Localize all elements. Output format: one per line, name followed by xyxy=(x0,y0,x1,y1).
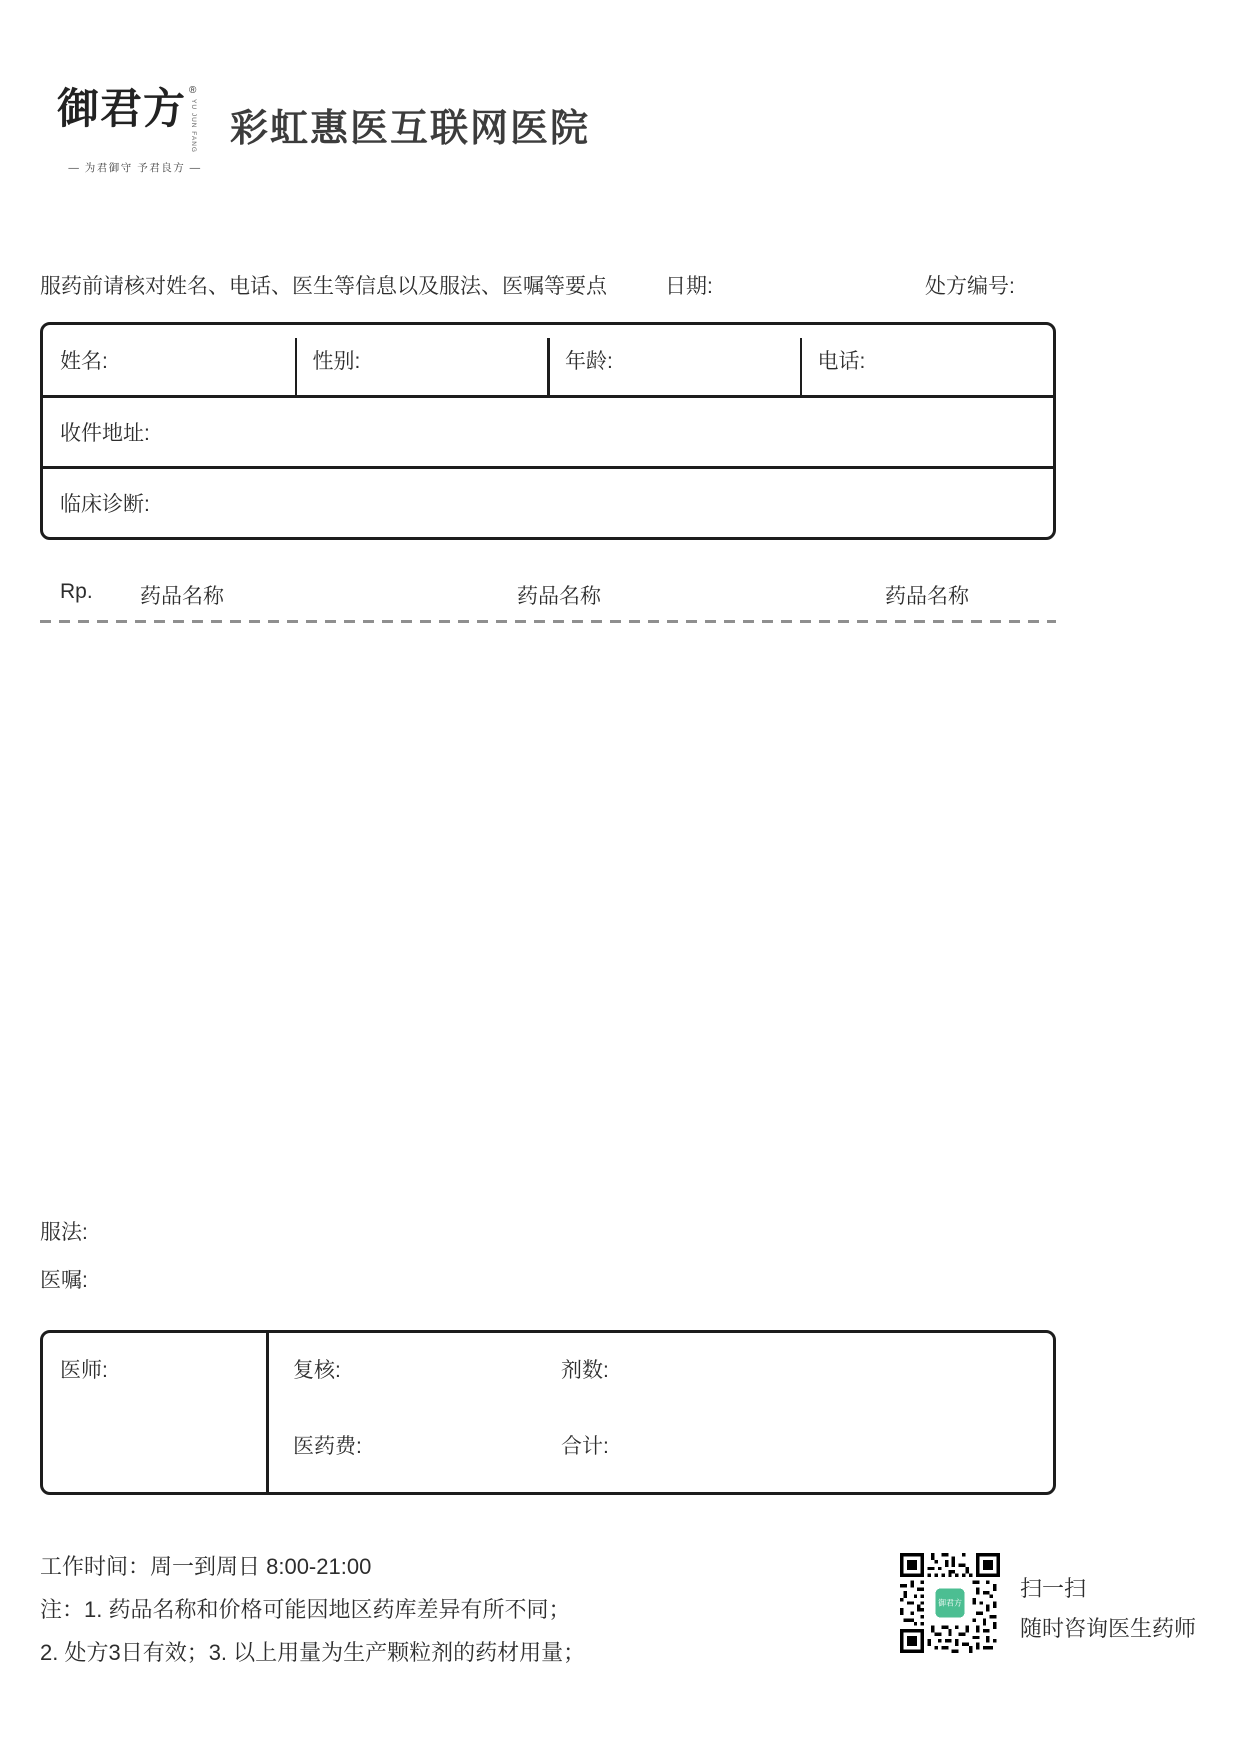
review-label: 复核: xyxy=(293,1359,341,1382)
qr-scan-hint: 扫一扫 xyxy=(1020,1576,1087,1601)
age-label: 年龄: xyxy=(565,350,613,373)
phone-field xyxy=(801,325,1054,395)
patient-info-box xyxy=(40,322,1056,540)
medicine-fee-label: 医药费: xyxy=(293,1435,362,1458)
address-label: 收件地址: xyxy=(60,422,150,445)
total-label: 合计: xyxy=(561,1435,609,1458)
name-label: 姓名: xyxy=(60,350,108,373)
drug-name-column-header: 药品名称 xyxy=(885,585,969,608)
doctor-label: 医师: xyxy=(60,1359,108,1382)
rp-header-row xyxy=(40,580,1056,608)
drug-name-column-header: 药品名称 xyxy=(517,585,601,608)
gender-field xyxy=(296,325,549,395)
prescription-number-label: 处方编号: xyxy=(925,275,1015,298)
brand-logo-pinyin: YU JUN FANG xyxy=(189,99,197,153)
patient-basic-row xyxy=(43,325,1053,398)
qr-badge-text: 御君方 xyxy=(938,1598,962,1608)
check-notice-text: 服药前请核对姓名、电话、医生等信息以及服法、医嘱等要点 xyxy=(40,275,607,298)
address-field xyxy=(43,398,1053,469)
qr-code xyxy=(900,1553,1000,1653)
gender-label: 性别: xyxy=(312,350,361,373)
brand-logo xyxy=(57,86,213,175)
qr-code-graphic xyxy=(900,1553,1000,1653)
usage-method-label: 服法: xyxy=(40,1221,88,1244)
diagnosis-label: 临床诊断: xyxy=(60,493,150,516)
note-line-1: 注：1. 药品名称和价格可能因地区药库差异有所不同； xyxy=(40,1597,571,1622)
age-field xyxy=(548,325,801,395)
signature-box xyxy=(40,1330,1056,1495)
diagnosis-field xyxy=(43,469,1053,537)
doctor-advice-label: 医嘱: xyxy=(40,1269,88,1292)
date-label: 日期: xyxy=(665,275,713,298)
registered-trademark-icon: ® xyxy=(189,85,197,96)
review-fee-section xyxy=(269,1333,1053,1492)
dose-count-label: 剂数: xyxy=(561,1359,609,1382)
brand-logo-text: 御君方 xyxy=(57,84,187,133)
phone-label: 电话: xyxy=(817,350,866,373)
drug-name-column-header: 药品名称 xyxy=(140,585,224,608)
review-dose-row xyxy=(293,1354,1053,1384)
hospital-title: 彩虹惠医互联网医院 xyxy=(230,108,591,150)
doctor-field xyxy=(43,1333,269,1492)
dashed-separator xyxy=(40,620,1056,623)
rp-label: Rp. xyxy=(60,580,93,603)
working-hours-text: 工作时间：周一到周日 8:00-21:00 xyxy=(40,1554,372,1579)
name-field xyxy=(43,325,296,395)
qr-consult-hint: 随时咨询医生药师 xyxy=(1020,1616,1197,1641)
brand-tagline: — 为君御守 予君良方 — xyxy=(68,161,202,174)
fee-total-row xyxy=(293,1430,1053,1460)
note-line-2: 2. 处方3日有效；3. 以上用量为生产颗粒剂的药材用量； xyxy=(40,1640,586,1665)
